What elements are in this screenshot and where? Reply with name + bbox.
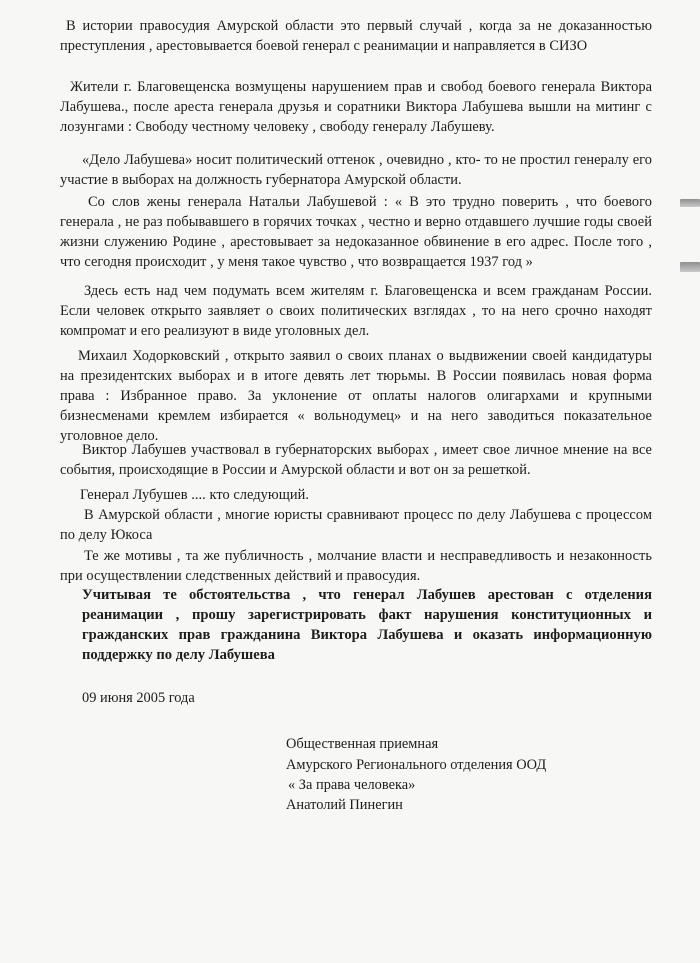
paragraph-think-about: Здесь есть над чем подумать всем жителям г. Благовещенска и всем гражданам России. Если человек открыто заявляет о своих политических взглядах , то на него срочно находят компромат и его реализуют в виде уголовных дел. (60, 283, 652, 339)
signature-line-organization: « За права человека» (288, 777, 416, 793)
paragraph-wife-quote: Со слов жены генерала Натальи Лабушевой : « В это трудно поверить , что боевого генерала , не раз побывавшего в горячих точках , честно и верно отдавшего лучшие годы своей жизни служению Родине , арестовывает за недоказанное обвинение в его адрес. После того , что сегодня происходит , у меня такое чувство , что возвращается 1937 год » (60, 194, 652, 270)
paragraph-yukos-comparison: В Амурской области , многие юристы сравнивают процесс по делу Лабушева с процессом по делу Юкоса (60, 507, 652, 543)
signature-line-office: Общественная приемная (286, 736, 439, 752)
paragraph-same-motives: Те же мотивы , та же публичность , молчание власти и несправедливость и незаконность при осуществлении следственных действий и правосудия. (60, 548, 652, 584)
scan-margin-mark (680, 199, 700, 207)
signature-line-department: Амурского Регионального отделения ООД (286, 757, 547, 773)
paragraph-who-is-next: Генерал Лубушев .... кто следующий. (80, 487, 309, 503)
document-date: 09 июня 2005 года (82, 690, 195, 706)
paragraph-political-case: «Дело Лабушева» носит политический оттенок , очевидно , кто- то не простил генералу его участие в выборах на должность губернатора Амурской области. (60, 152, 652, 188)
scan-margin-mark (680, 262, 700, 272)
appeal-paragraph: Учитывая те обстоятельства , что генерал Лабушев арестован с отделения реанимации , прошу зарегистрировать факт нарушения конституционных и гражданских прав гражданина Виктора Лабушева и оказать информационную поддержку по делу Лабушева (82, 587, 652, 663)
paragraph-first-case: В истории правосудия Амурской области это первый случай , когда за не доказанностью преступления , арестовывается боевой генерал с реанимации и направляется в СИЗО (60, 18, 652, 54)
paragraph-khodorkovsky: Михаил Ходорковский , открыто заявил о своих планах о выдвижении своей кандидатуры на президентских выборах и в итоге девять лет тюрьмы. В России появилась новая форма права : Избранное право. За уклонение от оплаты налогов олигархами и крупными бизнесменами кремлем избирается « вольнодумец» и на него заводиться показательное уголовное дело. (60, 348, 652, 444)
paragraph-residents-outraged: Жители г. Благовещенска возмущены нарушением прав и свобод боевого генерала Виктора Лабушева., после ареста генерала друзья и соратники Виктора Лабушева вышли на митинг с лозунгами : Свободу честному человеку , свободу генералу Лабушеву. (60, 79, 652, 135)
signature-line-name: Анатолий Пинегин (286, 797, 403, 813)
paragraph-governor-elections: Виктор Лабушев участвовал в губернаторских выборах , имеет свое личное мнение на все события, происходящие в России и Амурской области и вот он за решеткой. (60, 442, 652, 478)
